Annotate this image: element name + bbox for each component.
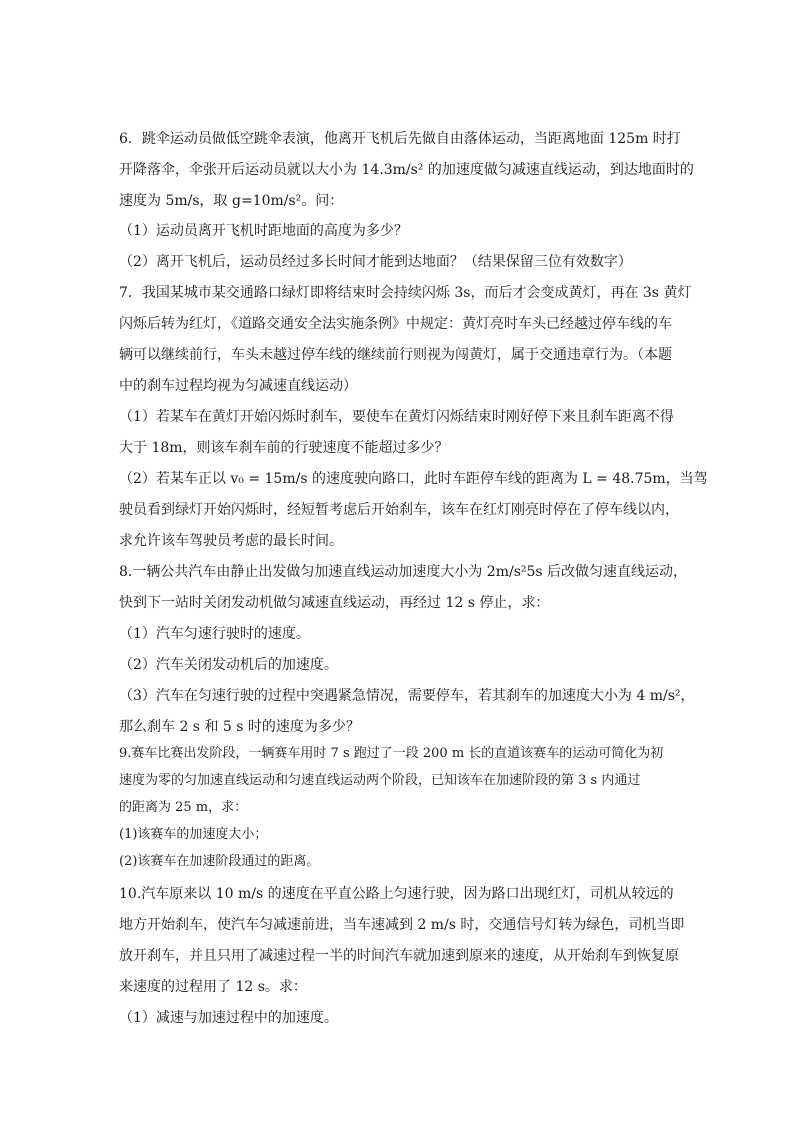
- q7-sub-1b: 大于 18m，则该车刹车前的行驶速度不能超过多少？: [119, 440, 449, 456]
- q6-line-2: 开降落伞，伞张开后运动员就以大小为 14.3m/s² 的加速度做匀减速直线运动，到达地面时的: [119, 162, 694, 178]
- q10-line-2: 地方开始刹车，使汽车匀减速前进，当车速减到 2 m/s 时，交通信号灯转为绿色，司机当即: [119, 917, 685, 933]
- q7-line-4: 中的刹车过程均视为匀减速直线运动）: [119, 378, 357, 394]
- q7-line-2: 闪烁后转为红灯，《道路交通安全法实施条例》中规定：黄灯亮时车头已经越过停车线的车: [119, 316, 672, 332]
- q6-line-1: 6．跳伞运动员做低空跳伞表演，他离开飞机后先做自由落体运动，当距离地面 125m 时打: [119, 131, 681, 147]
- q9-line-2: 速度为零的匀加速直线运动和匀速直线运动两个阶段，已知该车在加速阶段的第 3 s 内通过: [119, 773, 641, 788]
- q8-sub-1: （1）汽车匀速行驶时的速度。: [119, 626, 310, 642]
- q6-sub-1: （1）运动员离开飞机时距地面的高度为多少？: [119, 223, 408, 239]
- q7-line-1: 7．我国某城市某交通路口绿灯即将结束时会持续闪烁 3s，而后才会变成黄灯，再在 3s 黄灯: [119, 285, 692, 301]
- q7-sub-2b: 驶员看到绿灯开始闪烁时，经短暂考虑后开始刹车，该车在红灯刚亮时停在了停车线以内，: [119, 502, 679, 518]
- q8-line-2: 快到下一站时关闭发动机做匀减速直线运动，再经过 12 s 停止，求：: [119, 595, 550, 611]
- q9-sub-2: (2)该赛车在加速阶段通过的距离。: [119, 854, 320, 869]
- q6-sub-2: （2）离开飞机后，运动员经过多长时间才能到达地面？（结果保留三位有效数字）: [119, 254, 632, 270]
- q8-sub-3a: （3）汽车在匀速行驶的过程中突遇紧急情况，需要停车，若其刹车的加速度大小为 4 m/s²，: [119, 688, 695, 704]
- q8-sub-3b: 那么刹车 2 s 和 5 s 时的速度为多少？: [119, 719, 360, 735]
- q7-line-3: 辆可以继续前行，车头未越过停车线的继续前行则视为闯黄灯，属于交通违章行为。（本题: [119, 347, 672, 363]
- q10-line-3: 放开刹车，并且只用了减速过程一半的时间汽车就加速到原来的速度，从开始刹车到恢复原: [119, 948, 679, 964]
- q6-line-3: 速度为 5m/s，取 g=10m/s²。问：: [119, 193, 344, 209]
- q7-sub-2c: 求允许该车驾驶员考虑的最长时间。: [119, 533, 343, 549]
- q8-sub-2: （2）汽车关闭发动机后的加速度。: [119, 657, 338, 673]
- q8-line-1: 8.一辆公共汽车由静止出发做匀加速直线运动加速度大小为 2m/s²5s 后改做匀速直线运动，: [119, 564, 688, 580]
- q9-line-3: 的距离为 25 m，求：: [119, 800, 248, 815]
- q9-sub-1: (1)该赛车的加速度大小；: [119, 827, 268, 842]
- q10-line-4: 来速度的过程用了 12 s。求：: [119, 979, 307, 995]
- q7-sub-2a: （2）若某车正以 v₀ = 15m/s 的速度驶向路口，此时车距停车线的距离为 L = 48.75m，当驾: [119, 471, 708, 487]
- q7-sub-1a: （1）若某车在黄灯开始闪烁时刹车，要使车在黄灯闪烁结束时刚好停下来且刹车距离不得: [119, 409, 674, 425]
- q10-sub-1: （1）减速与加速过程中的加速度。: [119, 1010, 338, 1026]
- q10-line-1: 10.汽车原来以 10 m/s 的速度在平直公路上匀速行驶，因为路口出现红灯，司机从较远的: [119, 886, 674, 902]
- q9-line-1: 9.赛车比赛出发阶段，一辆赛车用时 7 s 跑过了一段 200 m 长的直道该赛车的运动可简化为初: [119, 746, 664, 761]
